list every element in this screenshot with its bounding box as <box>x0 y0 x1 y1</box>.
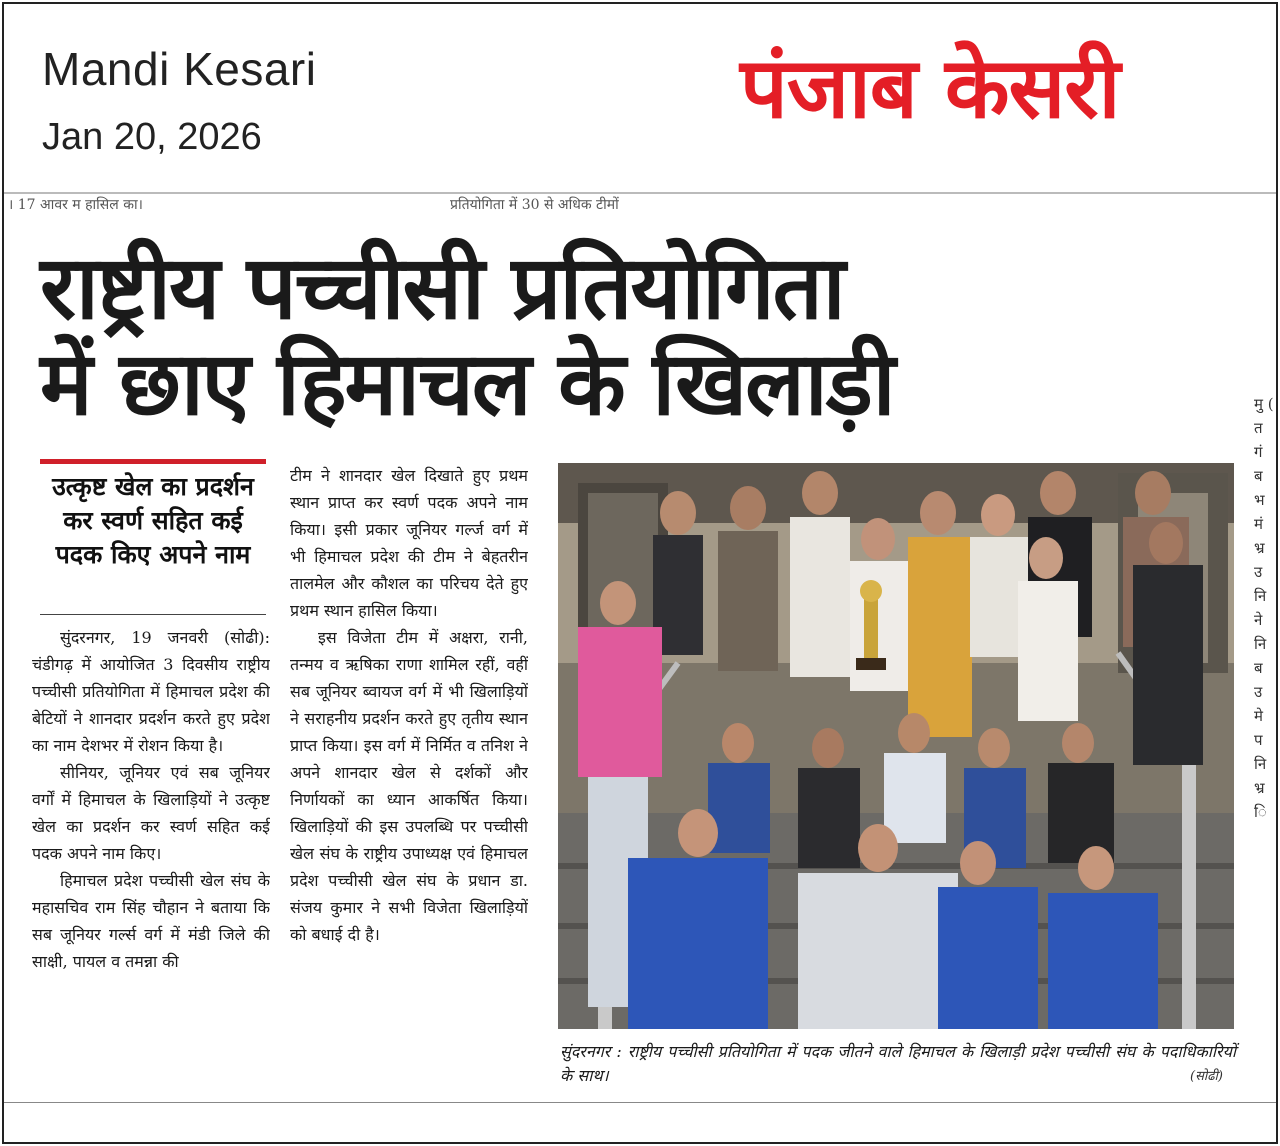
headline-line-2: में छाए हिमाचल के खिलाड़ी <box>40 332 894 435</box>
subheadline-underline <box>40 614 266 615</box>
edition-header <box>4 4 1276 192</box>
column-1-paragraph-2: सीनियर, जूनियर एवं सब जूनियर वर्गों में हिमाचल के खिलाड़ियों ने उत्कृष्ट खेल का प्रदर्शन कर स्वर्ण सहित कई पदक अपने नाम किए। <box>32 763 270 863</box>
cropped-text-left: । 17 आवर म हासिल का। <box>8 197 143 213</box>
column-2-paragraph-1: टीम ने शानदार खेल दिखाते हुए प्रथम स्थान प्राप्त कर स्वर्ण पदक अपने नाम किया। इसी प्रकार जूनियर गर्ल्ज वर्ग में भी हिमाचल प्रदेश की टीम ने बेहतरीन तालमेल और कौशल का परिचय देते हुए प्रथम स्थान हासिल किया। <box>290 466 528 620</box>
cropped-text-right: प्रतियोगिता में 30 से अधिक टीमों <box>450 197 619 213</box>
header-divider <box>4 192 1276 194</box>
bottom-divider <box>4 1102 1276 1103</box>
photo-credit: (सोढी) <box>1190 1069 1223 1084</box>
article-column-2 <box>290 462 528 1082</box>
subheadline-rule <box>40 459 266 464</box>
article-column-1 <box>32 624 270 1084</box>
headline-line-1: राष्ट्रीय पच्चीसी प्रतियोगिता <box>40 236 844 339</box>
edition-date: Jan 20, 2026 <box>42 116 262 158</box>
column-1-paragraph-3: हिमाचल प्रदेश पच्चीसी खेल संघ के महासचिव राम सिंह चौहान ने बताया कि सब जूनियर गर्ल्स वर्ग में मंडी जिले की साक्षी, पायल व तमन्ना की <box>32 871 270 971</box>
group-photo <box>558 463 1234 1029</box>
edition-name: Mandi Kesari <box>42 43 317 95</box>
article-subheadline: उत्कृष्ट खेल का प्रदर्शन कर स्वर्ण सहित कई पदक किए अपने नाम <box>52 472 254 569</box>
article-headline <box>40 236 1240 435</box>
photo-caption: सुंदरनगर : राष्ट्रीय पच्चीसी प्रतियोगिता में पदक जीतने वाले हिमाचल के खिलाड़ी प्रदेश पच्चीसी संघ के पदाधिकारियों के साथ। <box>560 1042 1236 1085</box>
right-edge-cropped-text: मु ( त गं ब भ मं भ्र उ नि ने नि ब उ मे प नि भ्र ि <box>1254 395 1274 821</box>
column-2-paragraph-2: इस विजेता टीम में अक्षरा, रानी, तन्मय व ऋषिका राणा शामिल रहीं, वहीं सब जूनियर ब्वायज वर्ग में भी खिलाड़ियों ने सराहनीय प्रदर्शन करते हुए तृतीय स्थान प्राप्त किया। इस वर्ग में निर्मित व तनिश ने अपने शानदार खेल से दर्शकों और निर्णायकों का ध्यान आकर्षित किया। खिलाड़ियों की इस उपलब्धि पर पच्चीसी खेल संघ के राष्ट्रीय उपाध्यक्ष एवं हिमाचल प्रदेश पच्चीसी खेल संघ के प्रधान डा. संजय कुमार ने सभी विजेता खिलाड़ियों को बधाई दी है। <box>290 628 528 944</box>
newspaper-masthead: पंजाब केसरी <box>740 39 1120 137</box>
group-photo-illustration <box>558 463 1234 1029</box>
column-1-paragraph-1: सुंदरनगर, 19 जनवरी (सोढी): चंडीगढ़ में आयोजित 3 दिवसीय राष्ट्रीय पच्चीसी प्रतियोगिता में हिमाचल प्रदेश की बेटियों ने शानदार प्रदर्शन करते हुए प्रदेश का नाम देशभर में रोशन किया है। <box>32 628 270 755</box>
